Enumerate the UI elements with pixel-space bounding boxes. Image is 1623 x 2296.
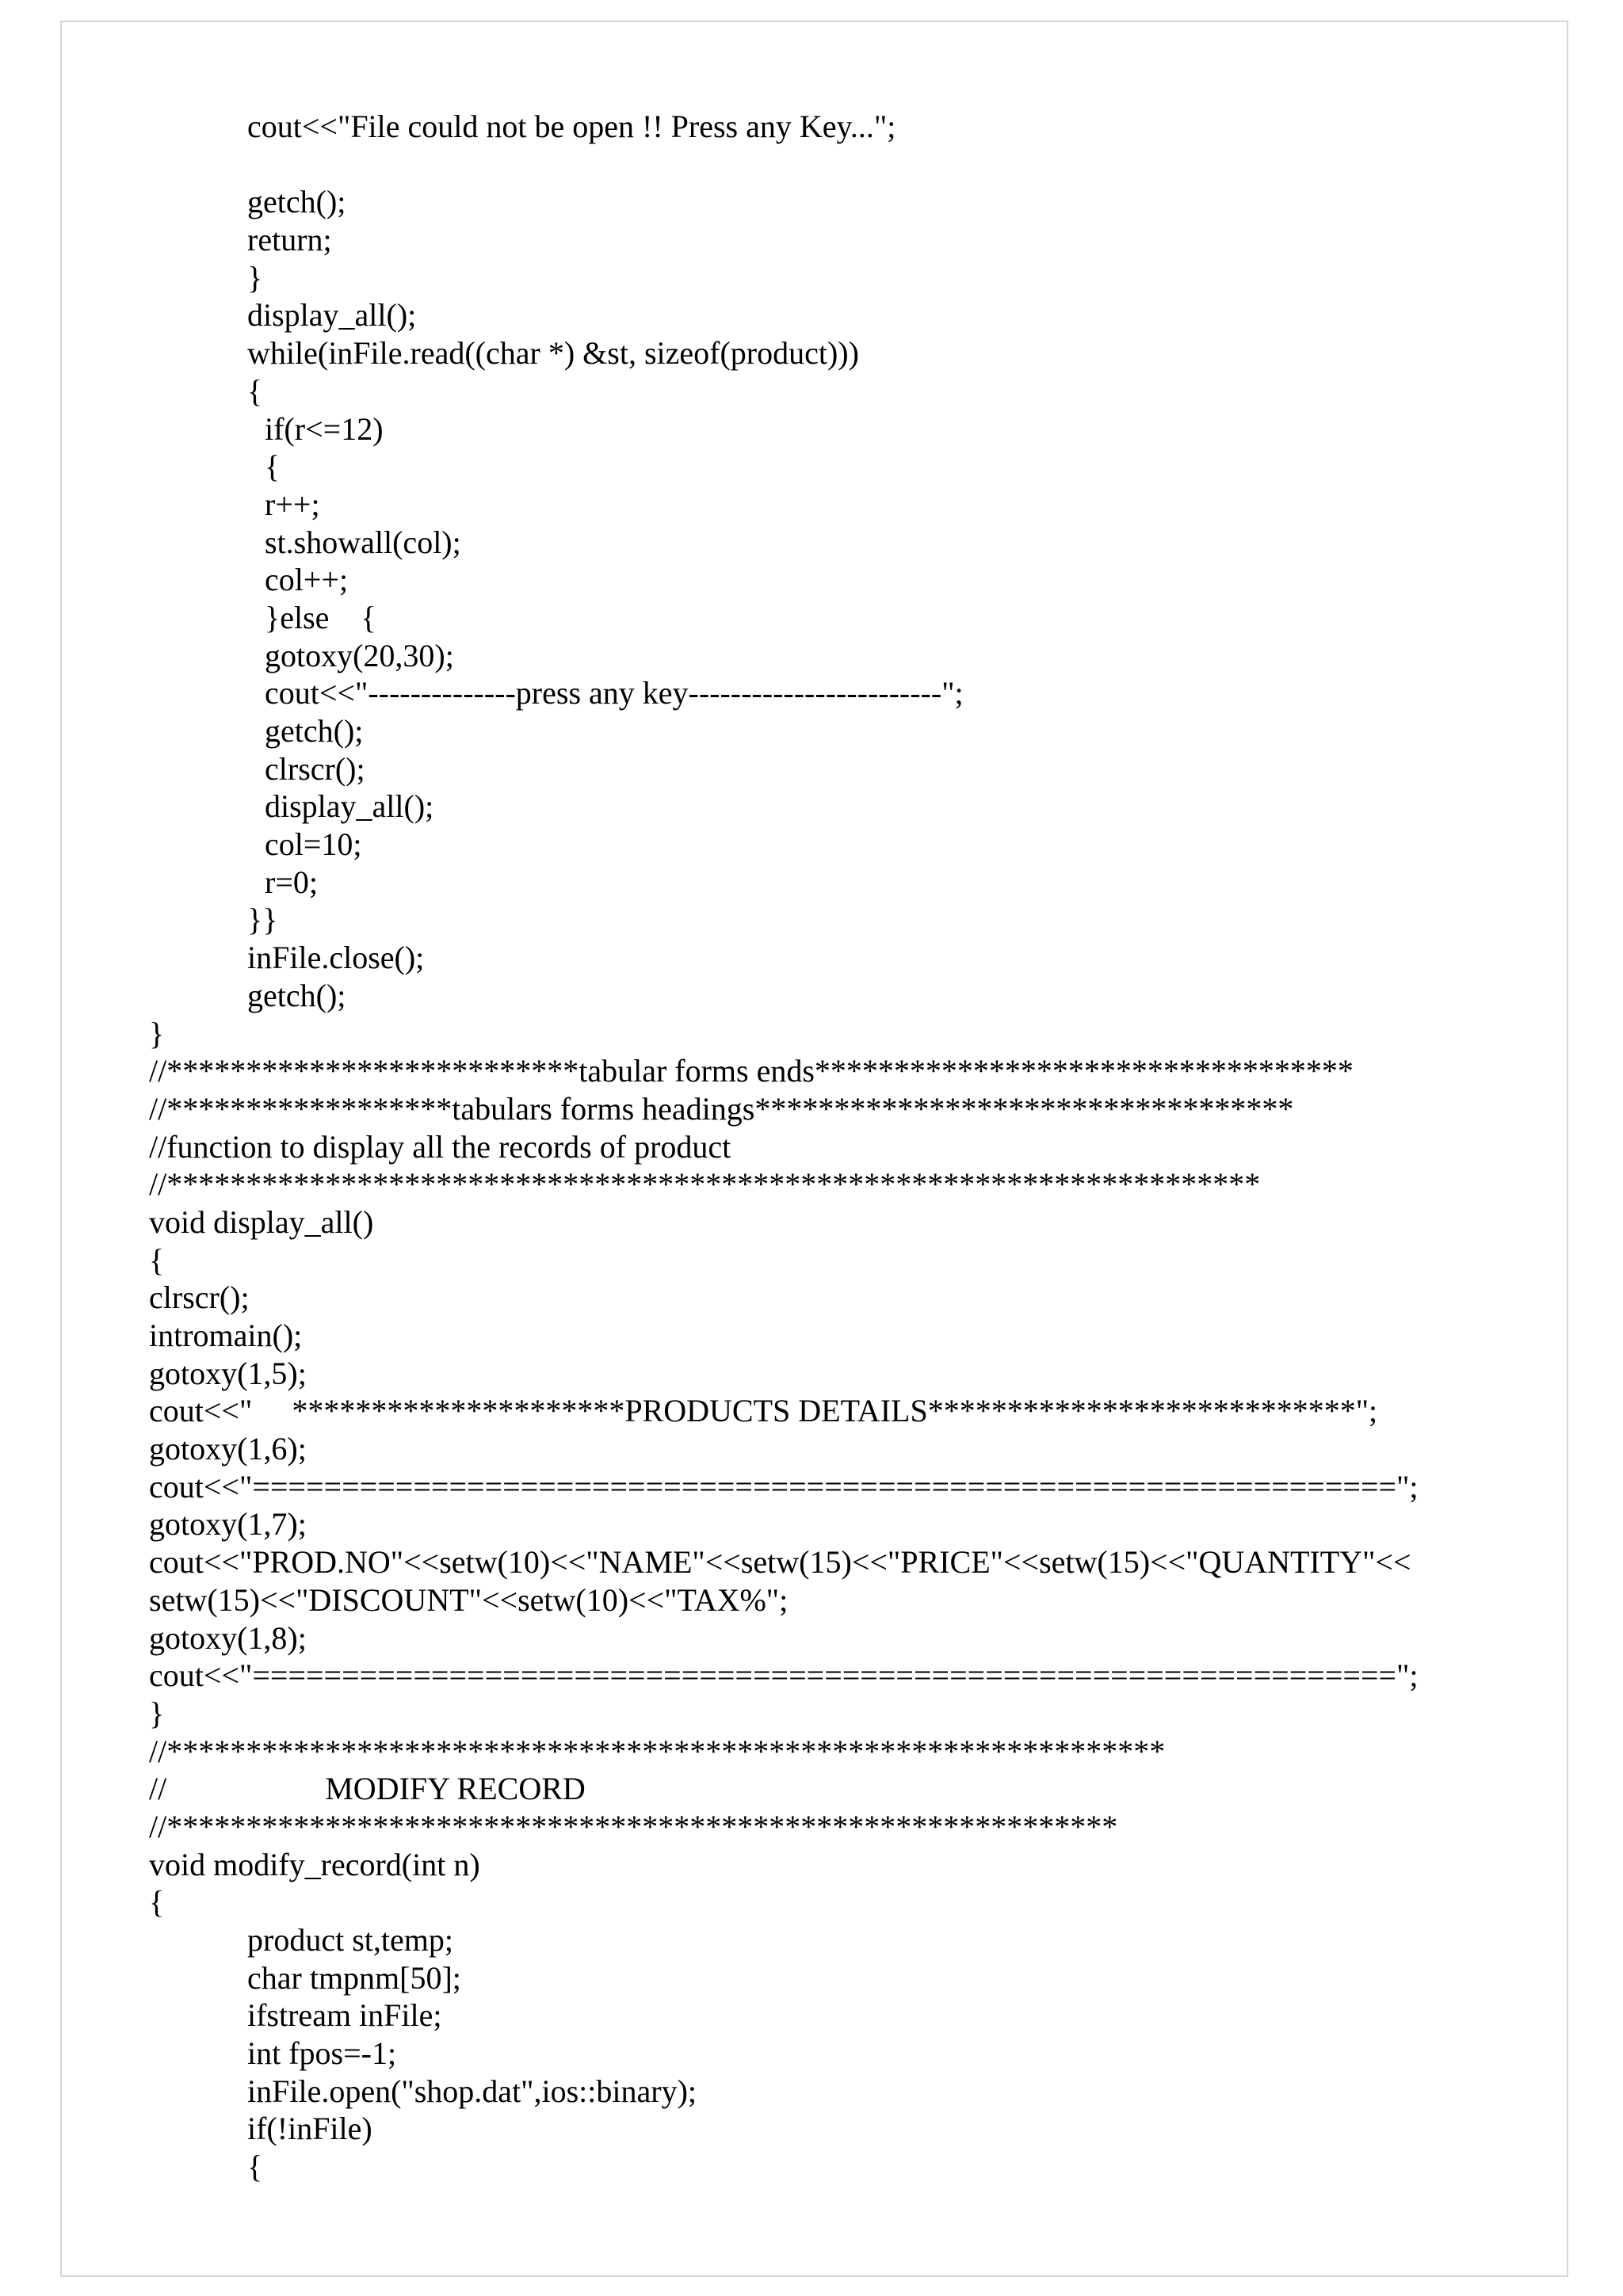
code-line: if(r<=12)	[265, 410, 384, 447]
code-line: gotoxy(1,8);	[149, 1619, 307, 1656]
code-line: ifstream inFile;	[247, 1997, 442, 2034]
code-line: {	[149, 1241, 165, 1278]
code-line: cout<<"--------------press any key------------------------";	[265, 675, 964, 711]
code-line: inFile.close();	[247, 940, 425, 976]
code-line: product st,temp;	[247, 1922, 453, 1958]
code-line: getch();	[247, 184, 346, 220]
code-line: {	[149, 1884, 165, 1920]
code-line: cout<<"File could not be open !! Press any Key...";	[247, 109, 896, 144]
code-line: intromain();	[149, 1318, 303, 1353]
code-line: gotoxy(1,5);	[149, 1355, 307, 1391]
code-line: r=0;	[265, 864, 318, 900]
code-line: {	[247, 372, 263, 409]
code-line: display_all();	[247, 297, 417, 334]
code-line: {	[265, 448, 281, 485]
code-line: getch();	[247, 977, 346, 1013]
code-line: col=10;	[265, 826, 362, 863]
code-line: display_all();	[265, 788, 434, 825]
code-line: cout<<"PROD.NO"<<setw(10)<<"NAME"<<setw(15)<<"PRICE"<<setw(15)<<"QUANTITY"<<	[149, 1544, 1411, 1581]
code-line: {	[247, 2149, 263, 2185]
code-line	[0, 146, 1623, 184]
code-line: cout<<"================================================================";	[149, 1468, 1419, 1505]
code-line: cout<<"================================================================";	[149, 1657, 1419, 1694]
code-line: r++;	[265, 486, 320, 522]
code-line: //function to display all the records of product	[149, 1128, 731, 1165]
code-line: clrscr();	[265, 750, 365, 787]
code-line: }else {	[265, 599, 376, 635]
code-line: cout<<" *********************PRODUCTS DETAILS***************************";	[149, 1393, 1378, 1429]
code-line: //************************************************************	[149, 1808, 1118, 1844]
code-line: gotoxy(1,6);	[149, 1431, 307, 1467]
code-line: clrscr();	[149, 1280, 250, 1316]
code-line: int fpos=-1;	[247, 2035, 397, 2072]
code-line: if(!inFile)	[247, 2111, 372, 2147]
code-line: while(inFile.read((char *) &st, sizeof(product)))	[247, 335, 859, 372]
code-line: }	[247, 259, 263, 296]
code-line: //*********************************************************************	[149, 1166, 1261, 1203]
code-line: //***************************************************************	[149, 1733, 1166, 1769]
code-line: inFile.open("shop.dat",ios::binary);	[247, 2073, 697, 2109]
code-line: char tmpnm[50];	[247, 1959, 461, 1996]
code-line: }	[149, 1015, 165, 1051]
code-line: return;	[247, 222, 332, 258]
code-line: st.showall(col);	[265, 524, 461, 560]
code-line: getch();	[265, 713, 364, 749]
code-line: //******************tabulars forms headings**********************************	[149, 1090, 1294, 1127]
code-line: gotoxy(1,7);	[149, 1506, 307, 1543]
code-line: col++;	[265, 562, 349, 598]
code-line: setw(15)<<"DISCOUNT"<<setw(10)<<"TAX%";	[149, 1581, 789, 1618]
code-line: // MODIFY RECORD	[149, 1771, 586, 1807]
code-line: void display_all()	[149, 1203, 374, 1240]
code-line: }}	[247, 902, 278, 938]
code-line: void modify_record(int n)	[149, 1846, 480, 1882]
code-line: //**************************tabular forms ends**********************************	[149, 1053, 1354, 1089]
code-listing	[0, 108, 1623, 2186]
code-line: gotoxy(20,30);	[265, 637, 454, 673]
code-line: }	[149, 1695, 165, 1731]
